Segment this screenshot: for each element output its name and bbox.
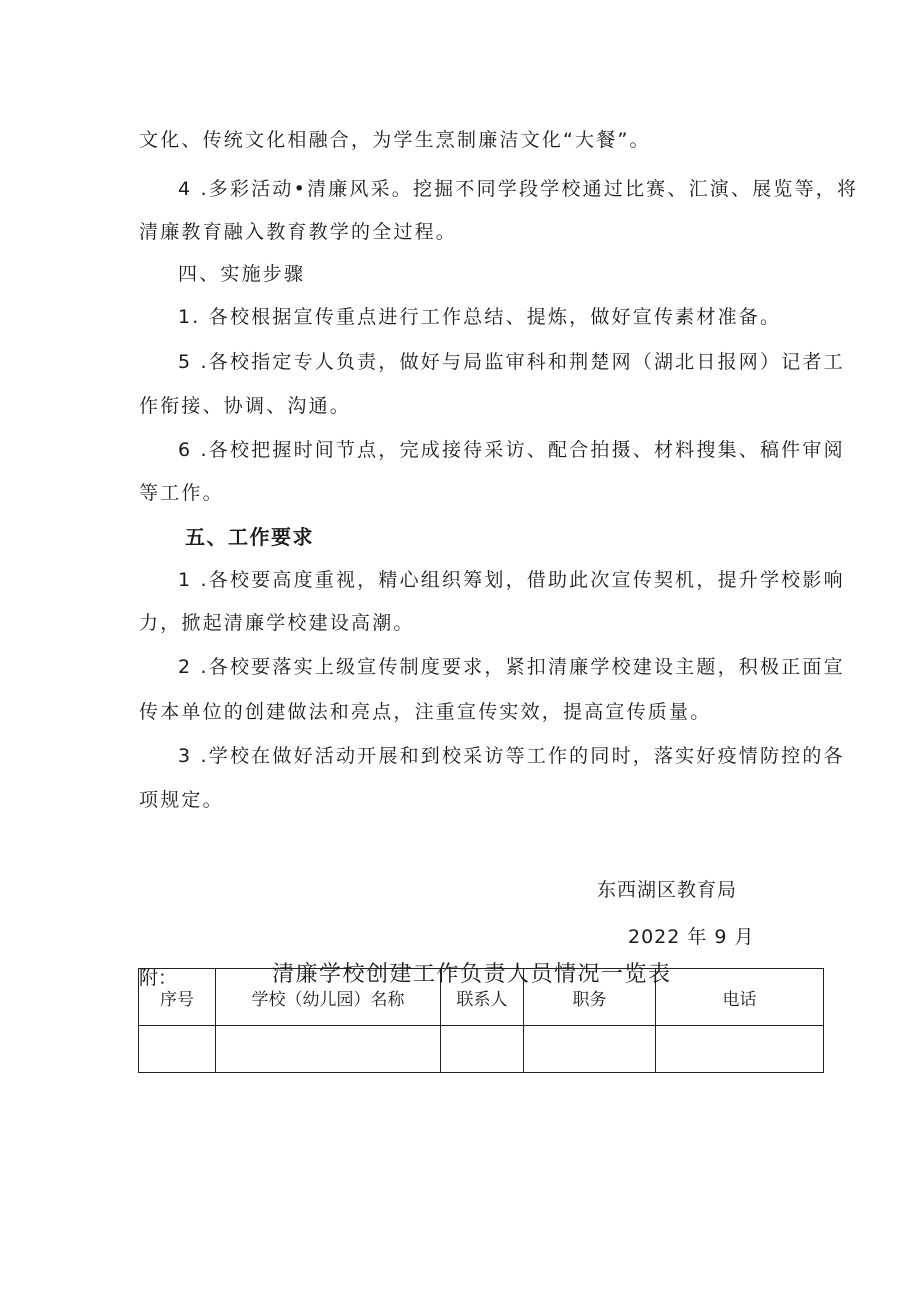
table-cell bbox=[216, 1026, 441, 1073]
paragraph-line: 项规定。 bbox=[139, 789, 224, 811]
section-heading-requirements: 五、工作要求 bbox=[185, 525, 314, 549]
signature-organization: 东西湖区教育局 bbox=[597, 879, 738, 901]
column-header-school-name: 学校（幼儿园）名称 bbox=[216, 969, 441, 1026]
table-cell bbox=[656, 1026, 824, 1073]
table-cell bbox=[524, 1026, 656, 1073]
table-cell bbox=[139, 1026, 216, 1073]
attachment-table-title: 清廉学校创建工作负责人员情况一览表 bbox=[272, 962, 672, 987]
table-row bbox=[139, 1026, 824, 1073]
paragraph-line: 等工作。 bbox=[139, 482, 224, 504]
paragraph-line: 作衔接、协调、沟通。 bbox=[139, 395, 352, 417]
paragraph-line: 4 .多彩活动•清廉风采。挖掘不同学段学校通过比赛、汇演、展览等，将 bbox=[178, 178, 859, 200]
column-header-position: 职务 bbox=[524, 969, 656, 1026]
responsible-persons-table bbox=[138, 968, 824, 1073]
paragraph-line: 2 .各校要落实上级宣传制度要求，紧扣清廉学校建设主题，积极正面宣 bbox=[178, 656, 845, 678]
column-header-index: 序号 bbox=[139, 969, 216, 1026]
paragraph-line: 5 .各校指定专人负责，做好与局监审科和荆楚网（湖北日报网）记者工 bbox=[178, 351, 845, 373]
section-heading-implementation: 四、实施步骤 bbox=[178, 263, 306, 285]
attachment-label: 附： bbox=[139, 967, 178, 989]
signature-date: 2022 年 9 月 bbox=[628, 926, 755, 948]
paragraph-line: 1. 各校根据宣传重点进行工作总结、提炼，做好宣传素材准备。 bbox=[178, 306, 782, 328]
table-cell bbox=[441, 1026, 524, 1073]
column-header-contact: 联系人 bbox=[441, 969, 524, 1026]
paragraph-line: 1 .各校要高度重视，精心组织筹划，借助此次宣传契机，提升学校影响 bbox=[178, 569, 845, 591]
paragraph-line: 清廉教育融入教育教学的全过程。 bbox=[139, 221, 458, 243]
paragraph-line: 6 .各校把握时间节点，完成接待采访、配合拍摄、材料搜集、稿件审阅 bbox=[178, 439, 845, 461]
paragraph-line: 3 .学校在做好活动开展和到校采访等工作的同时，落实好疫情防控的各 bbox=[178, 745, 845, 767]
paragraph-line: 文化、传统文化相融合，为学生烹制廉洁文化“大餐”。 bbox=[139, 129, 651, 151]
paragraph-line: 传本单位的创建做法和亮点，注重宣传实效，提高宣传质量。 bbox=[139, 701, 712, 723]
table-header-row bbox=[139, 969, 824, 1026]
column-header-phone: 电话 bbox=[656, 969, 824, 1026]
paragraph-line: 力，掀起清廉学校建设高潮。 bbox=[139, 612, 415, 634]
